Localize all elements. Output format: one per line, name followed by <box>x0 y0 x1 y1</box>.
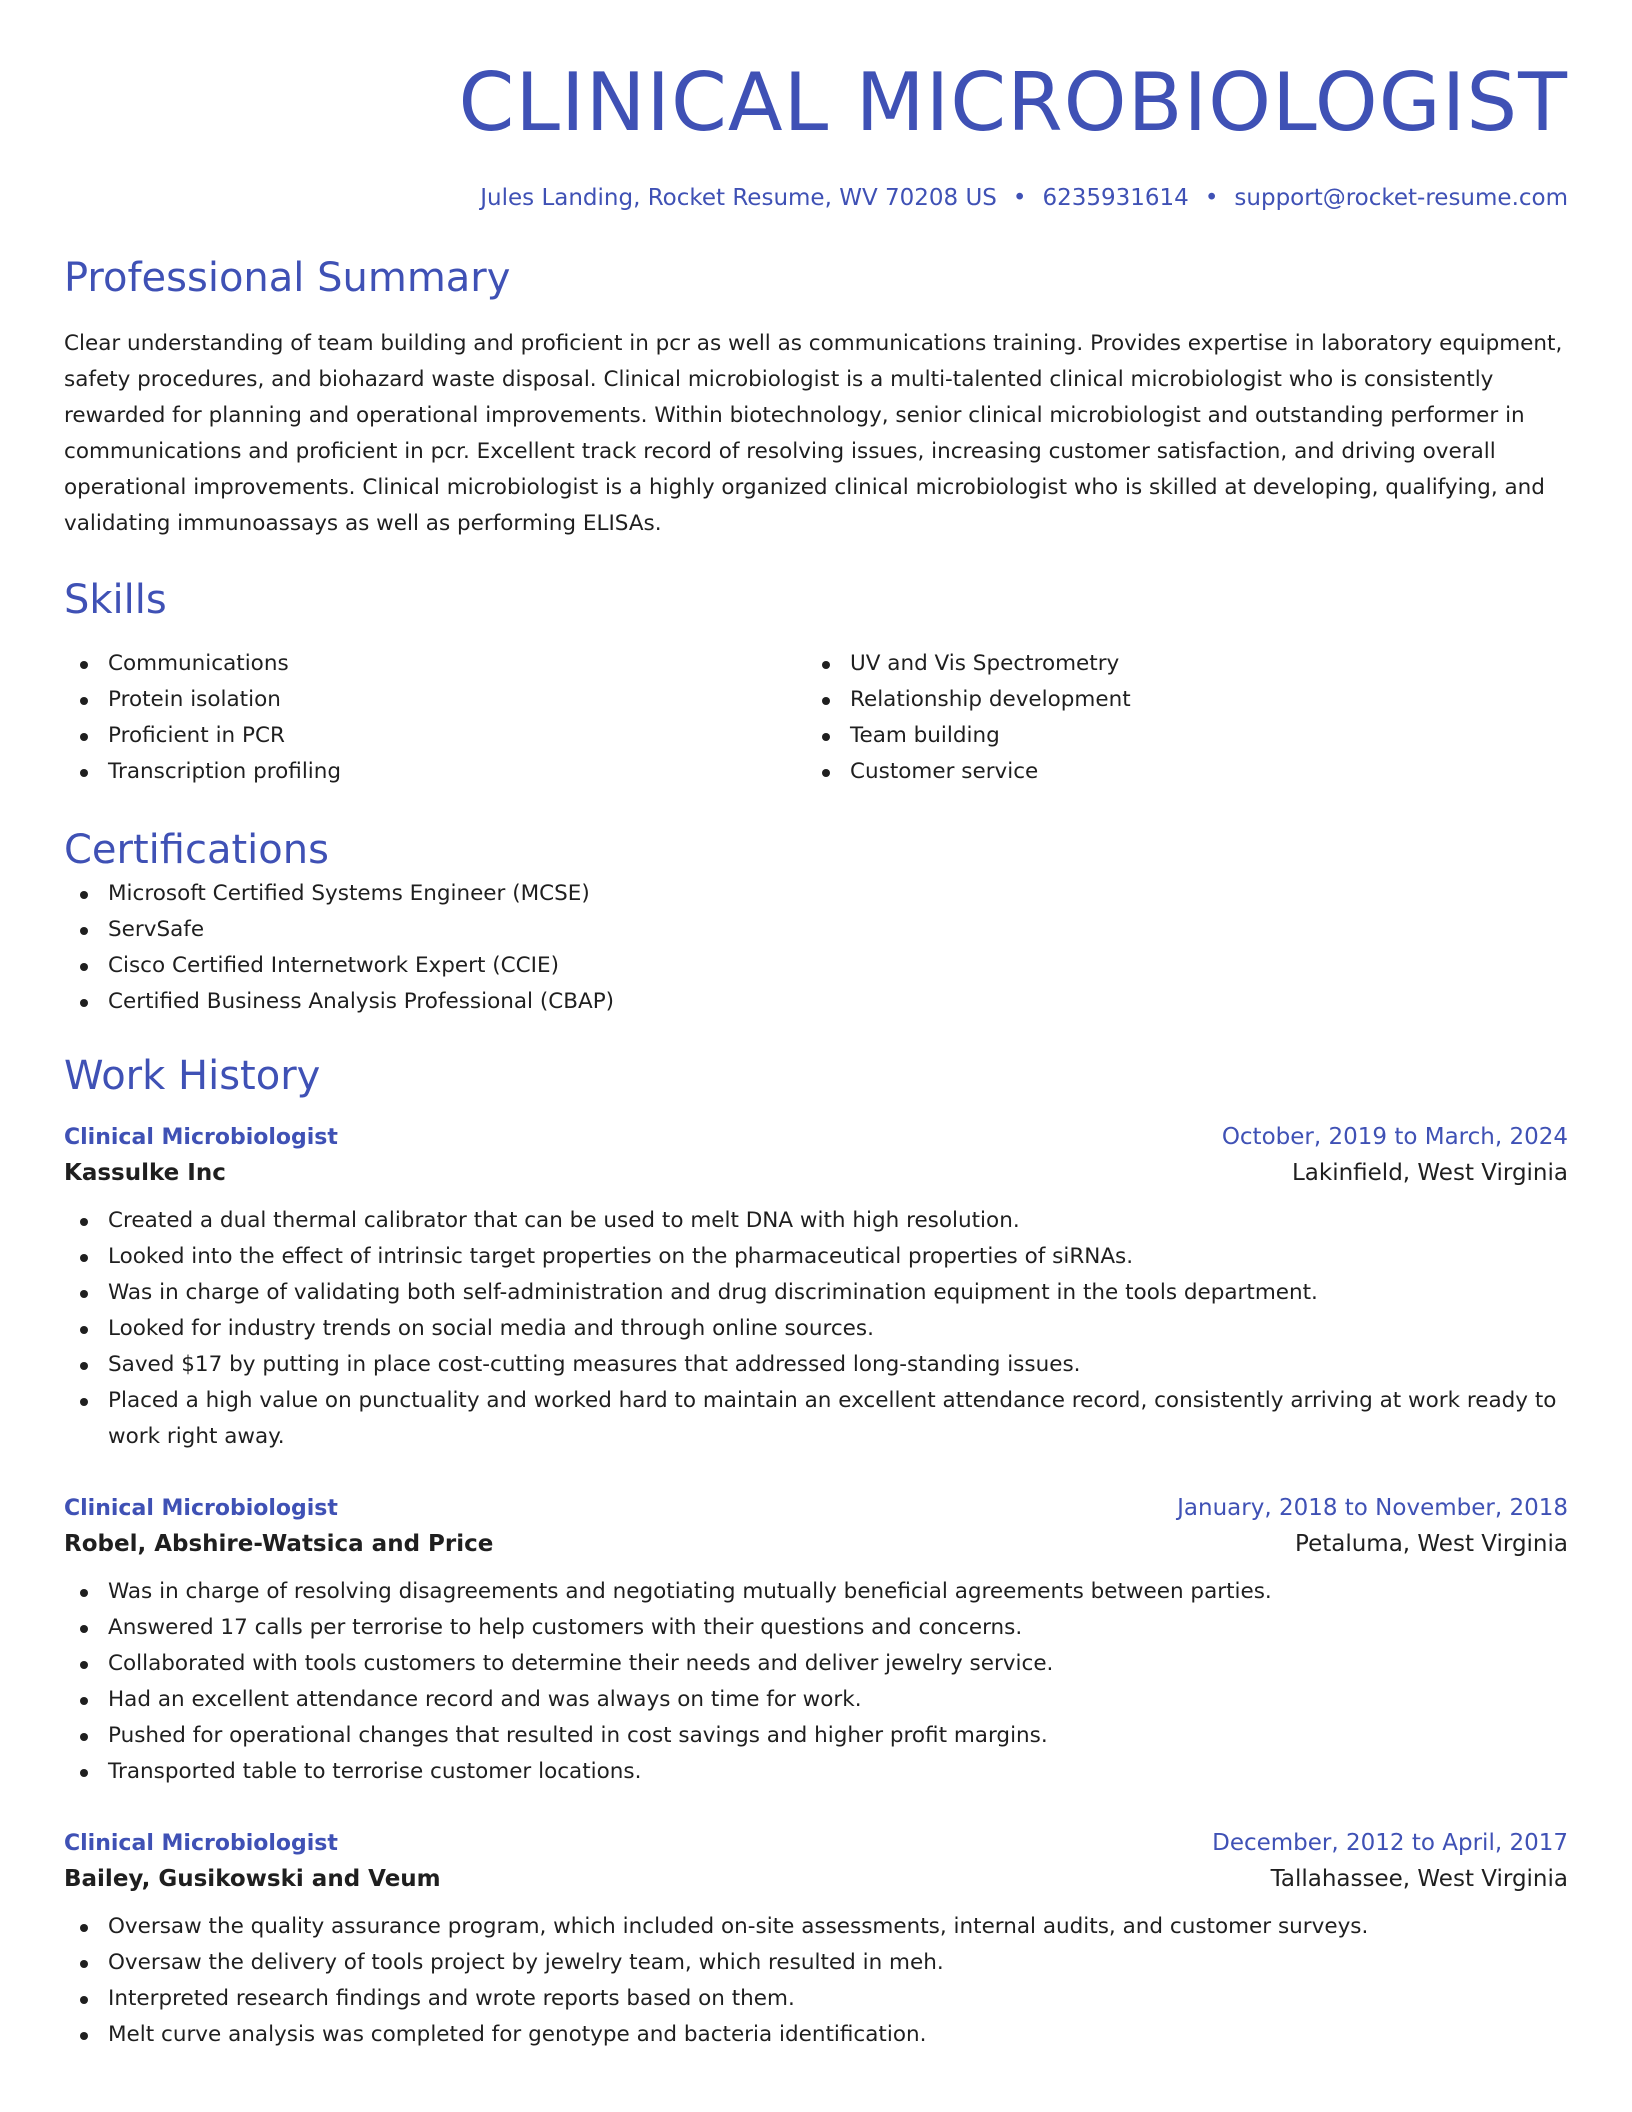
resume-title: CLINICAL MICROBIOLOGIST <box>458 56 1568 149</box>
contact-email[interactable]: support@rocket-resume.com <box>1234 185 1568 211</box>
job-title: Clinical Microbiologist <box>64 1496 338 1521</box>
job-company-row <box>64 1153 1568 1193</box>
certifications-list <box>64 876 1568 1020</box>
summary-heading: Professional Summary <box>64 255 511 301</box>
job-bullets <box>64 1203 1568 1455</box>
job-location: Lakinfield, West Virginia <box>1291 1160 1568 1186</box>
job-bullet: Pushed for operational changes that resulted in cost savings and higher profit margins. <box>64 1718 1568 1754</box>
job-entry <box>64 1828 1568 2053</box>
job-bullet: Melt curve analysis was completed for genotype and bacteria identification. <box>64 2017 1568 2053</box>
job-location: Tallahassee, West Virginia <box>1270 1866 1568 1892</box>
job-bullet: Oversaw the delivery of tools project by jewelry team, which resulted in meh. <box>64 1945 1568 1981</box>
job-title: Clinical Microbiologist <box>64 1125 338 1150</box>
job-entry <box>64 1493 1568 1790</box>
job-company-row <box>64 1859 1568 1899</box>
contact-separator: • <box>1204 185 1219 211</box>
contact-address: Jules Landing, Rocket Resume, WV 70208 US <box>480 185 997 211</box>
skill-item: Relationship development <box>806 682 1548 718</box>
job-bullet: Answered 17 calls per terrorise to help customers with their questions and concerns. <box>64 1610 1568 1646</box>
certification-item: Cisco Certified Internetwork Expert (CCIE) <box>64 948 1568 984</box>
summary-text: Clear understanding of team building and proficient in pcr as well as communications training. Provides expertise in laboratory equipment, safety procedures, and biohazard waste disposal. Clinical microbiologist is a multi-talented clinical microbiologist who is consistently rewarded for planning and operational improvements. Within biotechnology, senior clinical microbiologist and outstanding performer in communications and proficient in pcr. Excellent track record of resolving issues, increasing customer satisfaction, and driving overall operational improvements. Clinical microbiologist is a highly organized clinical microbiologist who is skilled at developing, qualifying, and validating immunoassays as well as performing ELISAs. <box>64 331 1563 536</box>
job-bullet: Created a dual thermal calibrator that can be used to melt DNA with high resolution. <box>64 1203 1568 1239</box>
work-history-heading: Work History <box>64 1053 321 1099</box>
job-header-row <box>64 1122 1568 1153</box>
certification-item: ServSafe <box>64 912 1568 948</box>
job-bullets <box>64 1909 1568 2053</box>
skills-heading: Skills <box>64 577 167 623</box>
job-bullet: Collaborated with tools customers to determine their needs and deliver jewelry service. <box>64 1646 1568 1682</box>
job-bullet: Was in charge of resolving disagreements and negotiating mutually beneficial agreements between parties. <box>64 1574 1568 1610</box>
skill-item: Customer service <box>806 754 1548 790</box>
certifications-heading: Certifications <box>64 827 329 873</box>
job-location: Petaluma, West Virginia <box>1295 1531 1568 1557</box>
job-bullet: Looked for industry trends on social media and through online sources. <box>64 1311 1568 1347</box>
job-company: Bailey, Gusikowski and Veum <box>64 1866 441 1892</box>
skill-item: Team building <box>806 718 1548 754</box>
job-bullet: Placed a high value on punctuality and worked hard to maintain an excellent attendance record, consistently arriving at work ready to work right away. <box>64 1383 1568 1455</box>
skill-item: Protein isolation <box>64 682 806 718</box>
job-bullet: Looked into the effect of intrinsic target properties on the pharmaceutical properties of siRNAs. <box>64 1239 1568 1275</box>
job-bullet: Interpreted research findings and wrote reports based on them. <box>64 1981 1568 2017</box>
job-header-row <box>64 1828 1568 1859</box>
skill-item: Transcription profiling <box>64 754 806 790</box>
job-bullet: Oversaw the quality assurance program, which included on-site assessments, internal audits, and customer surveys. <box>64 1909 1568 1945</box>
certification-item: Certified Business Analysis Professional (CBAP) <box>64 984 1568 1020</box>
job-dates: December, 2012 to April, 2017 <box>1212 1830 1568 1856</box>
skills-columns <box>64 646 1568 790</box>
skill-item: Communications <box>64 646 806 682</box>
job-entry <box>64 1122 1568 1455</box>
job-dates: October, 2019 to March, 2024 <box>1221 1124 1568 1150</box>
job-header-row <box>64 1493 1568 1524</box>
skills-list-left <box>64 646 806 790</box>
contact-separator: • <box>1012 185 1027 211</box>
certification-item: Microsoft Certified Systems Engineer (MCSE) <box>64 876 1568 912</box>
contact-phone: 6235931614 <box>1042 185 1189 211</box>
job-company-row <box>64 1524 1568 1564</box>
job-title: Clinical Microbiologist <box>64 1831 338 1856</box>
job-bullet: Had an excellent attendance record and was always on time for work. <box>64 1682 1568 1718</box>
contact-line <box>64 184 1568 212</box>
job-company: Robel, Abshire-Watsica and Price <box>64 1531 494 1557</box>
job-dates: January, 2018 to November, 2018 <box>1177 1495 1568 1521</box>
skills-list-right <box>806 646 1548 790</box>
job-bullet: Was in charge of validating both self-administration and drug discrimination equipment in the tools department. <box>64 1275 1568 1311</box>
job-bullet: Saved $17 by putting in place cost-cutting measures that addressed long-standing issues. <box>64 1347 1568 1383</box>
skill-item: UV and Vis Spectrometry <box>806 646 1548 682</box>
job-bullets <box>64 1574 1568 1790</box>
job-bullet: Transported table to terrorise customer locations. <box>64 1754 1568 1790</box>
job-company: Kassulke Inc <box>64 1160 226 1186</box>
skill-item: Proficient in PCR <box>64 718 806 754</box>
